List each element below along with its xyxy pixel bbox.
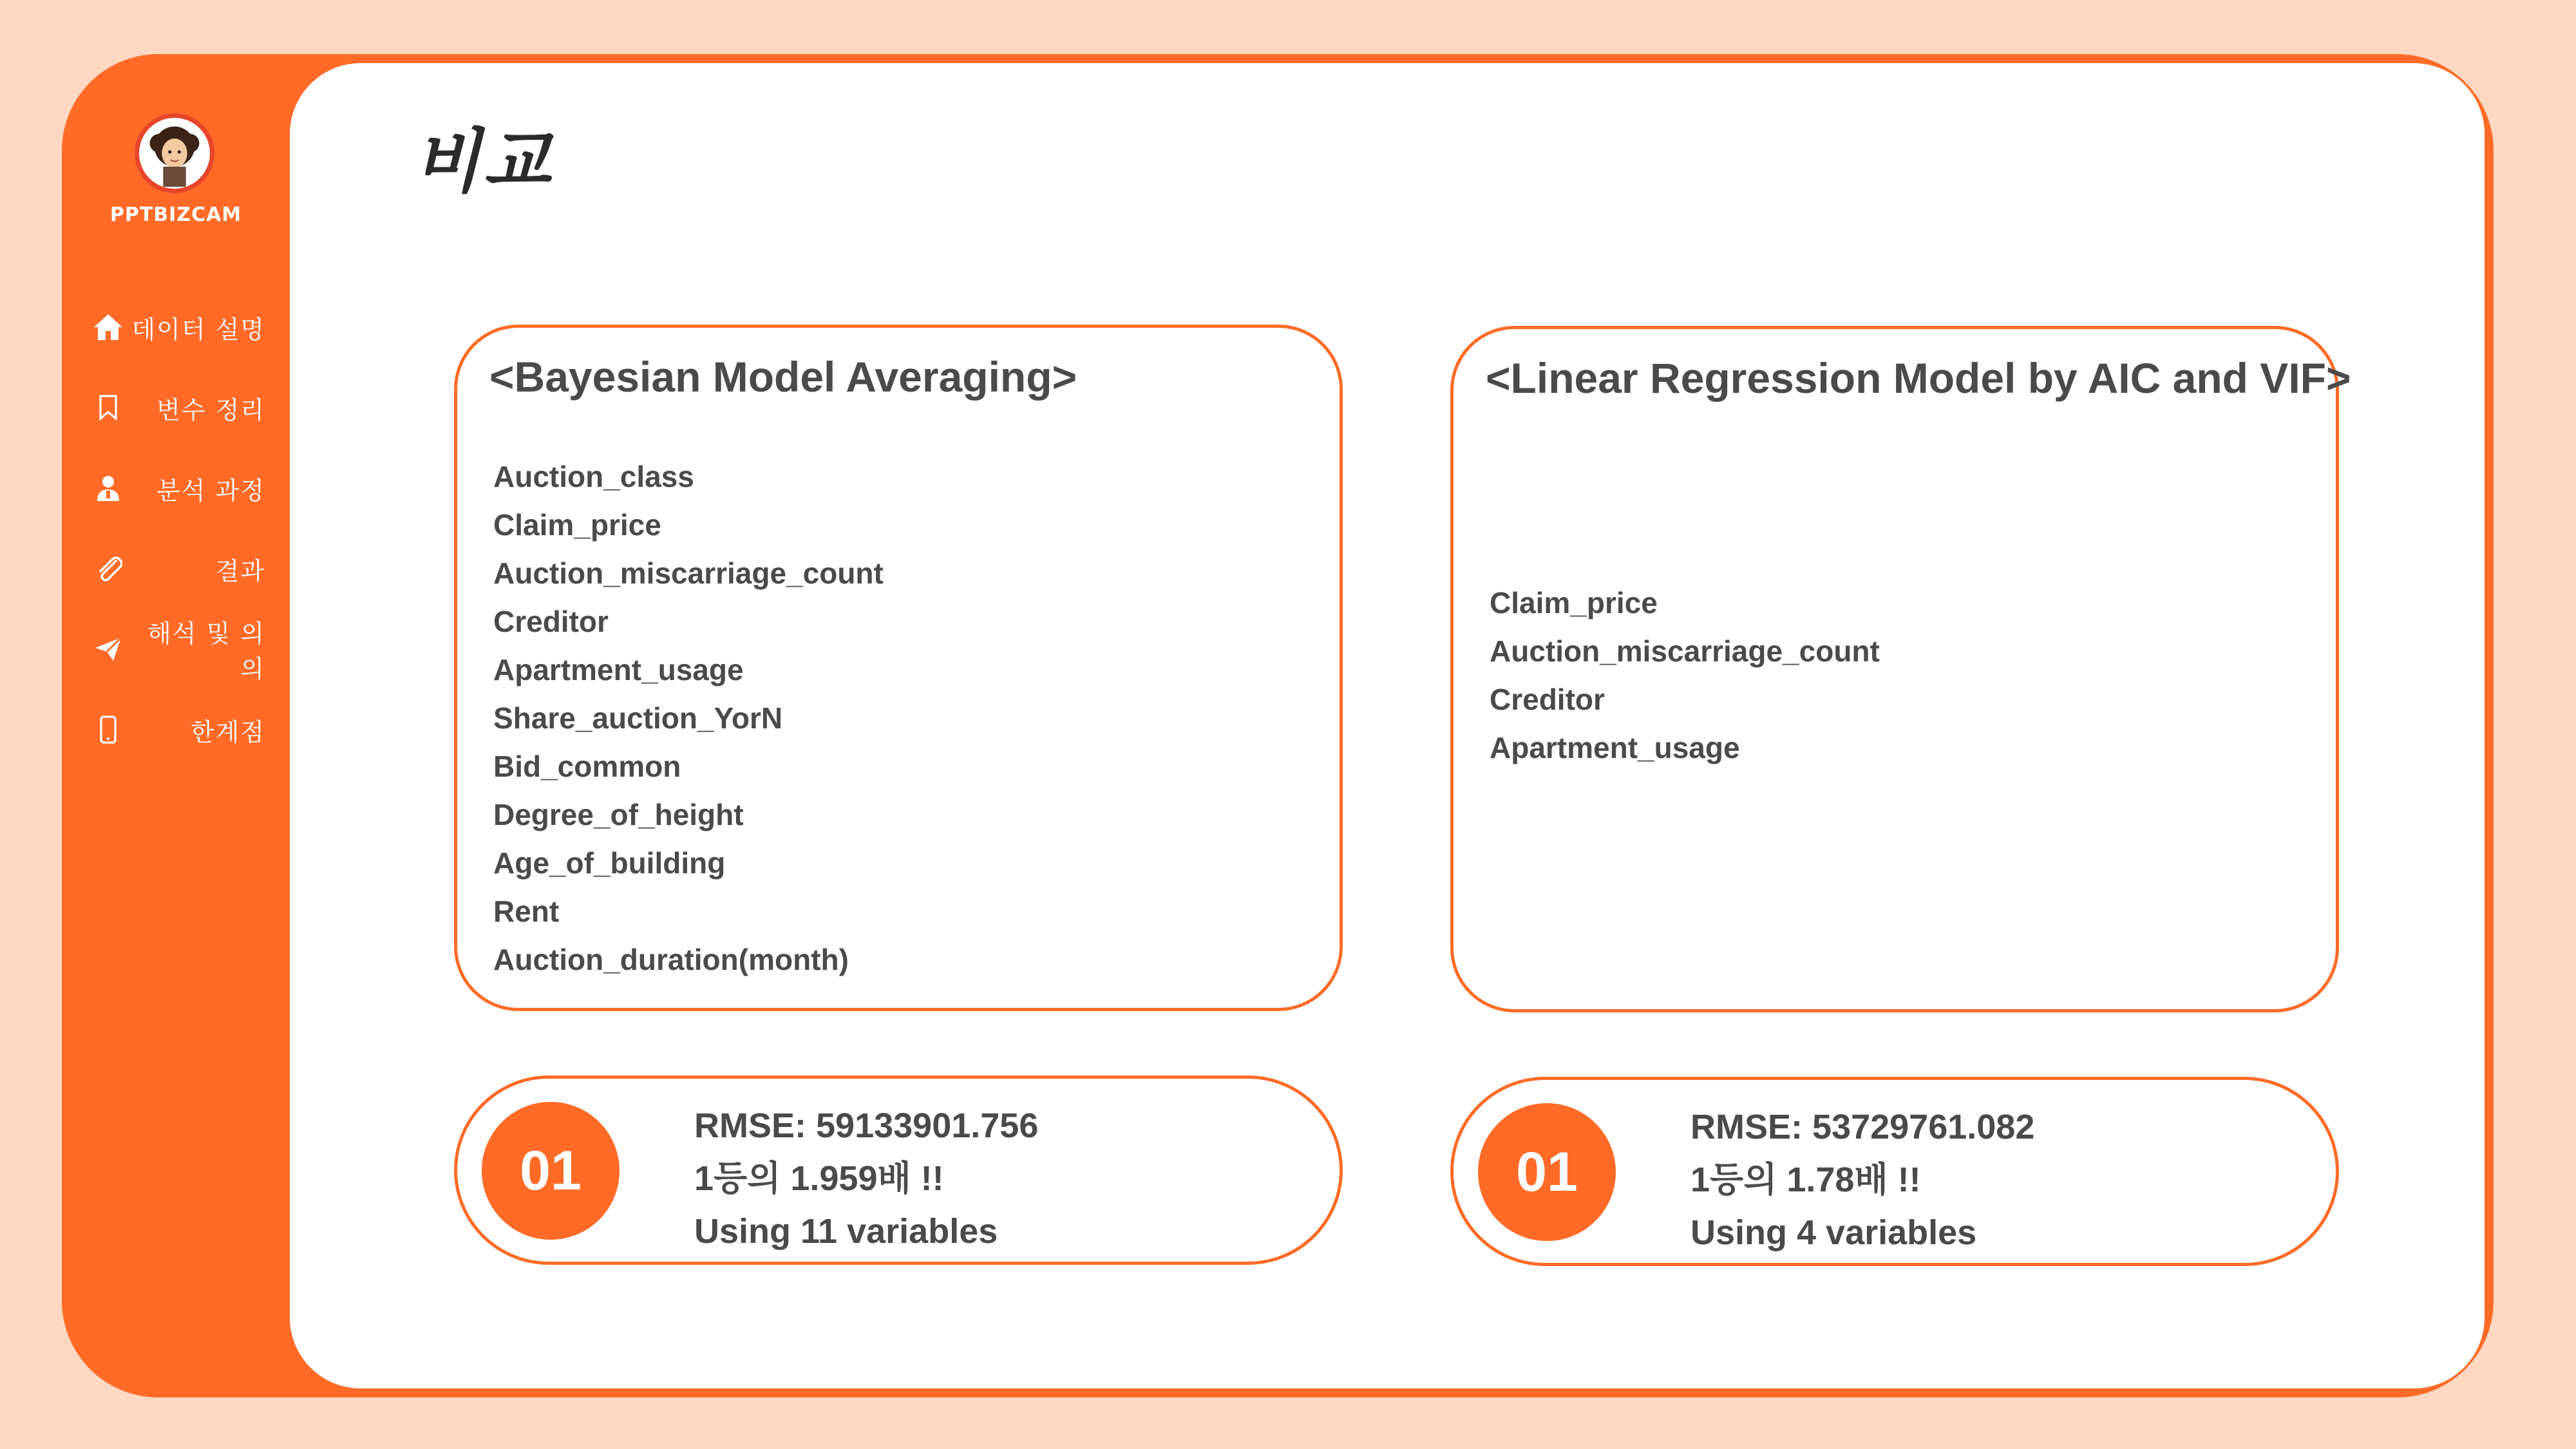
list-item: Claim_price [1490, 586, 1658, 620]
list-item: Auction_duration(month) [493, 943, 849, 976]
home-icon [88, 307, 129, 348]
sidebar-item-label: 한계점 [190, 717, 265, 746]
list-item: Apartment_usage [1490, 731, 1740, 764]
list-item: Age_of_building [493, 846, 726, 880]
rmse-value: RMSE: 59133901.756 [694, 1106, 1039, 1145]
variable-count: Using 11 variables [694, 1212, 998, 1251]
variable-count: Using 4 variables [1690, 1213, 1977, 1252]
list-item: Share_auction_YorN [493, 701, 783, 735]
list-item: Bid_common [493, 750, 681, 783]
sidebar-item-interpretation[interactable] [88, 620, 281, 683]
sidebar-item-label: 해석 및 의의 [147, 620, 265, 683]
list-item: Creditor [493, 605, 609, 638]
brand-name: PPTBIZCAM [109, 204, 242, 226]
sidebar [62, 54, 290, 1397]
ratio-text: 1등의 1.959배 !! [694, 1159, 944, 1198]
variable-list [1490, 579, 1880, 772]
result-text [694, 1099, 1038, 1258]
sidebar-item-limitations[interactable] [88, 709, 281, 750]
bma-card [454, 325, 1343, 1011]
rank-badge: 01 [482, 1102, 620, 1240]
sidebar-item-label: 변수 정리 [156, 395, 265, 424]
linear-regression-card [1450, 326, 2351, 1012]
sidebar-item-label: 분석 과정 [156, 476, 265, 505]
sidebar-item-analysis[interactable] [88, 468, 281, 509]
list-item: Auction_miscarriage_count [1490, 634, 1880, 668]
card-title: <Bayesian Model Averaging> [489, 353, 1077, 401]
variable-list [493, 453, 884, 984]
page-title: 비교 [413, 122, 553, 202]
sidebar-item-label: 결과 [215, 556, 265, 585]
sidebar-item-results[interactable] [88, 548, 281, 589]
list-item: Claim_price [493, 508, 661, 542]
send-icon [88, 629, 129, 670]
main-content [290, 63, 2485, 1388]
bma-result [454, 1075, 1343, 1265]
list-item: Degree_of_height [493, 798, 744, 831]
result-text [1690, 1101, 2034, 1259]
bookmark-icon [88, 387, 129, 428]
list-item: Rent [493, 895, 560, 928]
sidebar-item-data-description[interactable] [88, 307, 281, 348]
list-item: Creditor [1490, 683, 1605, 716]
ratio-text: 1등의 1.78배 !! [1690, 1160, 1921, 1199]
rank-badge: 01 [1478, 1103, 1616, 1241]
card-title: <Linear Regression Model by AIC and VIF> [1486, 354, 2351, 402]
sidebar-item-variables[interactable] [88, 387, 281, 428]
sidebar-item-label: 데이터 설명 [131, 315, 265, 344]
list-item: Apartment_usage [493, 653, 744, 687]
list-item: Auction_class [493, 460, 694, 493]
avatar [135, 113, 214, 193]
linear-regression-result [1450, 1077, 2339, 1266]
mobile-icon [88, 709, 129, 750]
list-item: Auction_miscarriage_count [493, 556, 884, 590]
rmse-value: RMSE: 53729761.082 [1690, 1108, 2035, 1146]
person-icon [88, 468, 129, 509]
avatar-icon [141, 120, 208, 187]
slide-frame [62, 54, 2494, 1397]
paperclip-icon [88, 548, 129, 589]
